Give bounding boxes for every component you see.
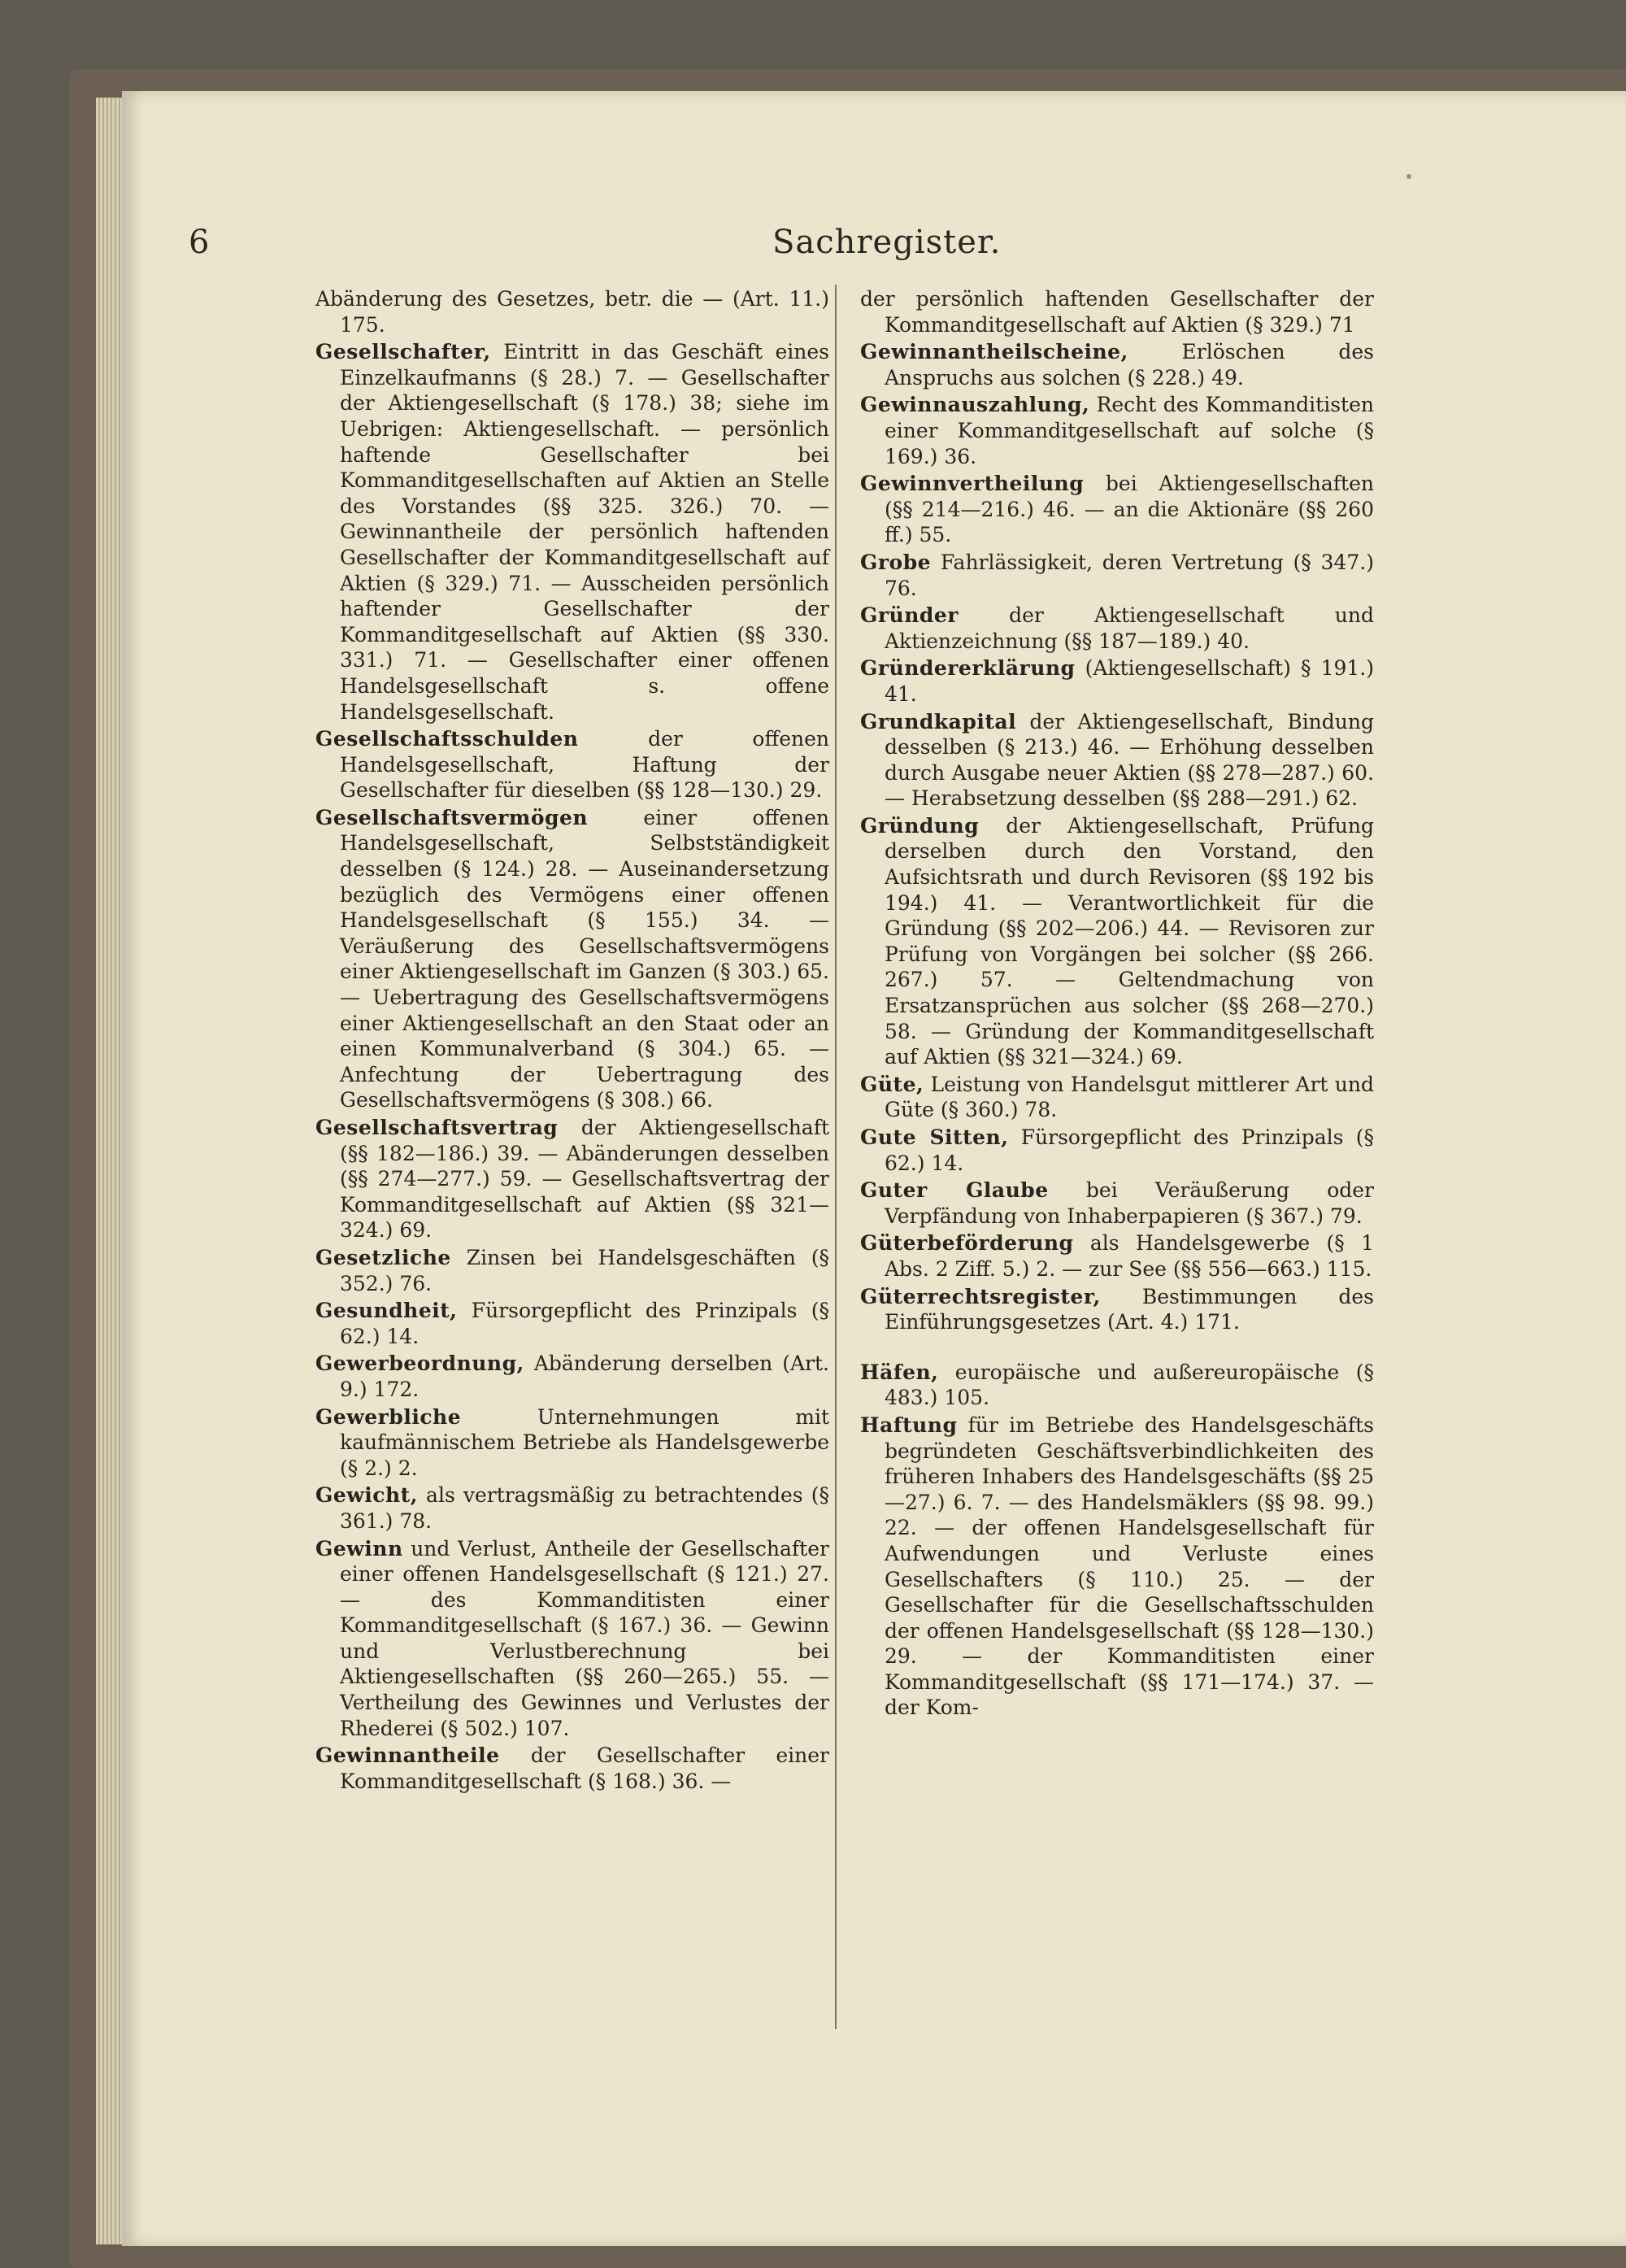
index-term: Gründer (860, 603, 959, 628)
index-column-left (315, 286, 829, 1796)
index-text: Bestimmungen des Einführungsgesetzes (Art. 4.) 171. (885, 1284, 1374, 1334)
index-term: Gewinnantheile (315, 1743, 500, 1768)
index-text: europäische und außereuropäische (§ 483.) 105. (885, 1360, 1374, 1410)
index-term: Gewerbliche (315, 1404, 462, 1429)
index-text: und Verlust, Antheile der Gesellschafter einer offenen Handelsgesellschaft (§ 121.) 27. — des Kommanditisten einer Kommanditgesellschaft (§ 167.) 36. — Gewinn und Verlustberechnung bei Aktiengesellschaften (§§ 260—265.) 55. — Vertheilung des Gewinnes und Verlustes der Rhederei (§ 502.) 107. (340, 1536, 829, 1740)
index-text: der Aktiengesellschaft, Prüfung derselben durch den Vorstand, den Aufsichtsrath und durch Revisoren (§§ 192 bis 194.) 41. — Verantwortlichkeit für die Gründung (§§ 202—206.) 44. — Revisoren zur Prüfung von Vorgängen bei solcher (§§ 266. 267.) 57. — Geltendmachung von Ersatzansprüchen aus solcher (§§ 268—270.) 58. — Gründung der Kommanditgesellschaft auf Aktien (§§ 321—324.) 69. (885, 813, 1374, 1069)
index-entry (860, 603, 1374, 654)
index-term: Gründung (860, 813, 980, 838)
column-divider (835, 285, 837, 2029)
index-text: Leistung von Handelsgut mittlerer Art und Güte (§ 360.) 78. (885, 1072, 1374, 1122)
index-entry (860, 709, 1374, 812)
index-entry (860, 286, 1374, 337)
index-term: Gesetzliche (315, 1245, 451, 1269)
index-term: Gesundheit, (315, 1299, 458, 1323)
index-entry (860, 655, 1374, 707)
index-entry (315, 1351, 829, 1402)
index-entry (315, 1743, 829, 1794)
index-term: Güte, (860, 1072, 924, 1096)
index-text: Recht des Kommanditisten einer Kommanditgesellschaft auf solche (§ 169.) 36. (885, 393, 1374, 468)
index-text: als vertragsmäßig zu betrachtendes (§ 361.) 78. (340, 1483, 829, 1533)
index-entry (860, 1072, 1374, 1123)
index-text: Erlöschen des Anspruchs aus solchen (§ 228.) 49. (885, 340, 1374, 390)
index-text: als Handelsgewerbe (§ 1 Abs. 2 Ziff. 5.) 2. — zur See (§§ 556—663.) 115. (885, 1231, 1374, 1281)
index-text: einer offenen Handelsgesellschaft, Selbstständigkeit desselben (§ 124.) 28. — Auseinandersetzung bezüglich des Vermögens einer offenen Handelsgesellschaft (§ 155.) 34. — Veräußerung des Gesellschaftsvermögens einer Aktiengesellschaft im Ganzen (§ 303.) 65. — Uebertragung des Gesellschaftsvermögens einer Aktiengesellschaft an den Staat oder an einen Kommunalverband (§ 304.) 65. — Anfechtung der Uebertragung des Gesellschaftsvermögens (§ 308.) 66. (340, 805, 829, 1112)
index-term: Gründererklärung (860, 656, 1076, 681)
index-term: Gewinnauszahlung, (860, 393, 1090, 417)
index-entry (860, 550, 1374, 601)
index-entry (860, 339, 1374, 390)
index-text: der Aktiengesellschaft (§§ 182—186.) 39. — Abänderungen desselben (§§ 274—277.) 59. — Gesellschaftsvertrag der Kommanditgesellschaft auf Aktien (§§ 321—324.) 69. (340, 1116, 829, 1243)
index-column-right (860, 286, 1374, 1722)
index-entry (315, 286, 829, 337)
index-term: Gesellschaftsvermögen (315, 805, 589, 829)
index-text: Fürsorgepflicht des Prinzipals (§ 62.) 14. (885, 1125, 1374, 1175)
index-term: Gesellschafter, (315, 340, 491, 364)
index-entry (860, 1125, 1374, 1176)
index-entry (315, 1404, 829, 1482)
index-term: Gute Sitten, (860, 1125, 1009, 1149)
index-term: Gesellschaftsvertrag (315, 1116, 559, 1139)
index-term: Gewinnvertheilung (860, 472, 1085, 496)
index-text: der persönlich haftenden Gesellschafter der Kommanditgesellschaft auf Aktien (§ 329.) 71 (860, 287, 1374, 337)
page-number: 6 (189, 224, 210, 261)
index-entry (860, 1413, 1374, 1721)
index-term: Gewerbeordnung, (315, 1352, 524, 1376)
index-text: bei Aktiengesellschaften (§§ 214—216.) 46. — an die Aktionäre (§§ 260 ff.) 55. (885, 472, 1374, 547)
index-text: Abänderung des Gesetzes, betr. die — (Art. 11.) 175. (315, 287, 829, 337)
index-text: der Aktiengesellschaft und Aktienzeichnung (§§ 187—189.) 40. (885, 603, 1374, 653)
index-term: Grundkapital (860, 709, 1017, 734)
index-entry (860, 1178, 1374, 1229)
index-entry (315, 1482, 829, 1534)
index-term: Güterbeförderung (860, 1231, 1074, 1256)
index-entry (315, 805, 829, 1113)
index-entry (315, 726, 829, 803)
index-text: für im Betriebe des Handelsgeschäfts begründeten Geschäftsverbindlichkeiten des früheren Inhabers des Handelsgeschäfts (§§ 25—27.) 6. 7. — des Handelsmäklers (§§ 98. 99.) 22. — der offenen Handelsgesellschaft für Aufwendungen und Verluste eines Gesellschafters (§ 110.) 25. — der Gesellschafter für die Gesellschaftsschulden der offenen Handelsgesellschaft (§§ 128—130.) 29. — der Kommanditisten einer Kommanditgesellschaft (§§ 171—174.) 37. — der Kom- (885, 1413, 1374, 1720)
index-entry (860, 1230, 1374, 1282)
index-text: Zinsen bei Handelsgeschäften (§ 352.) 76. (340, 1245, 830, 1295)
index-term: Haftung (860, 1413, 958, 1437)
index-text: der Aktiengesellschaft, Bindung desselben (§ 213.) 46. — Erhöhung desselben durch Ausgabe neuer Aktien (§§ 278—287.) 60. — Herabsetzung desselben (§§ 288—291.) 62. (885, 709, 1374, 811)
index-entry (315, 1536, 829, 1742)
index-entry (315, 1115, 829, 1243)
index-text: Fahrlässigkeit, deren Vertretung (§ 347.) 76. (885, 550, 1375, 600)
index-entry (860, 1284, 1374, 1335)
index-term: Gewinn (315, 1536, 403, 1561)
index-term: Guter Glaube (860, 1178, 1049, 1203)
index-term: Gewinnantheilscheine, (860, 340, 1128, 364)
index-entry (860, 392, 1374, 469)
index-text: der offenen Handelsgesellschaft, Haftung der Gesellschafter für dieselben (§§ 128—130.) 29. (340, 727, 829, 803)
index-entry (860, 813, 1374, 1070)
index-term: Häfen, (860, 1360, 939, 1384)
index-entry (315, 1245, 829, 1296)
index-entry (315, 1298, 829, 1349)
index-term: Gesellschaftsschulden (315, 727, 579, 751)
index-text: (Aktiengesellschaft) § 191.) 41. (885, 656, 1374, 706)
index-text: Unternehmungen mit kaufmännischem Betriebe als Handelsgewerbe (§ 2.) 2. (340, 1404, 829, 1480)
index-entry (860, 1360, 1374, 1411)
index-text: Eintritt in das Geschäft eines Einzelkaufmanns (§ 28.) 7. — Gesellschafter der Aktiengesellschaft (§ 178.) 38; siehe im Uebrigen: Aktiengesellschaft. — persönlich haftende Gesellschafter bei Kommanditgesellschaften auf Aktien an Stelle des Vorstandes (§§ 325. 326.) 70. — Gewinnantheile der persönlich haftenden Gesellschafter der Kommanditgesellschaft auf Aktien (§ 329.) 71. — Ausscheiden persönlich haftender Gesellschafter der Kommanditgesellschaft auf Aktien (§§ 330. 331.) 71. — Gesellschafter einer offenen Handelsgesellschaft s. offene Handelsgesellschaft. (340, 340, 829, 724)
index-term: Grobe (860, 550, 932, 574)
index-text: Abänderung derselben (Art. 9.) 172. (340, 1352, 829, 1401)
index-entry (315, 339, 829, 725)
index-text: Fürsorgepflicht des Prinzipals (§ 62.) 14. (340, 1299, 829, 1348)
running-head: Sachregister. (772, 224, 1002, 261)
index-text: der Gesellschafter einer Kommanditgesellschaft (§ 168.) 36. — (340, 1743, 830, 1793)
index-term: Gewicht, (315, 1483, 418, 1508)
paper-speck (1406, 174, 1411, 179)
index-entry (860, 471, 1374, 548)
index-text: bei Veräußerung oder Verpfändung von Inhaberpapieren (§ 367.) 79. (885, 1178, 1375, 1228)
index-term: Güterrechtsregister, (860, 1284, 1101, 1308)
